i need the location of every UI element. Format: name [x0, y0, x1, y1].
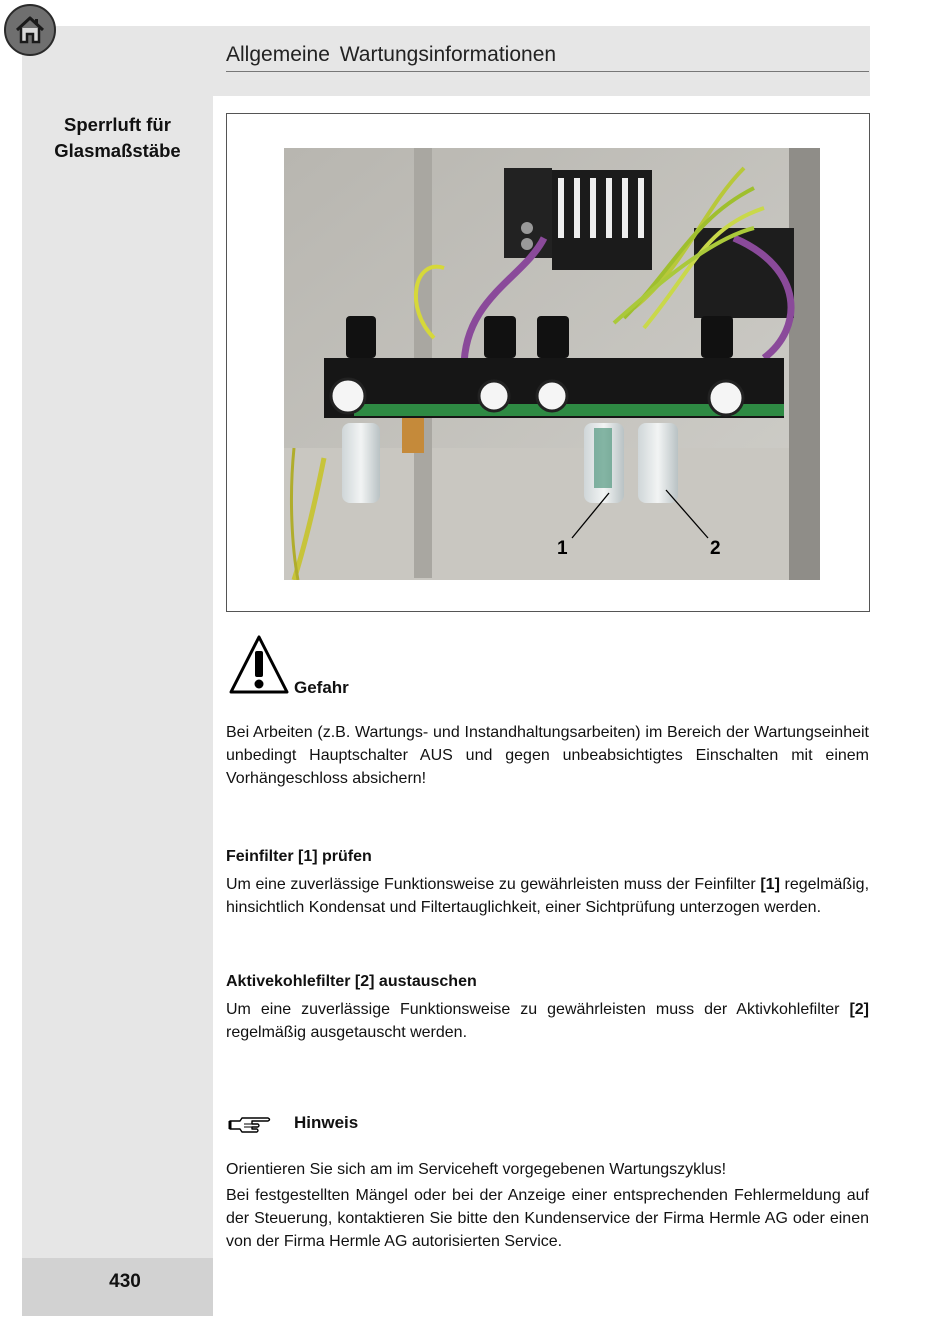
section-heading-fine-filter: Feinfilter [1] prüfen	[226, 848, 372, 865]
home-button[interactable]	[4, 4, 56, 56]
pointing-hand-icon	[228, 1114, 272, 1136]
callout-2: 2	[710, 538, 721, 559]
maintenance-unit-photo	[284, 148, 820, 580]
carbon-filter-text-start: Um eine zuverlässige Funktionsweise zu gewährleisten muss der Aktivkohlefilter	[226, 1001, 850, 1018]
carbon-filter-reference: [2]	[849, 1001, 869, 1018]
page-header-title: Allgemeine Wartungsinformationen	[226, 43, 557, 66]
note-heading: Hinweis	[294, 1113, 359, 1132]
section-title-line-1: Sperrluft für	[64, 114, 171, 135]
fine-filter-reference: [1]	[760, 876, 780, 893]
fine-filter-text-end: regelmäßig, hinsichtlich Kondensat und Filtertauglichkeit, einer Sichtprüfung unterzogen werden.	[226, 876, 870, 916]
note-text-line-1: Orientieren Sie sich am im Serviceheft vorgegebenen Wartungszyklus!	[226, 1161, 727, 1178]
section-heading-carbon-filter: Aktivekohlefilter [2] austauschen	[226, 973, 477, 990]
fine-filter-text-start: Um eine zuverlässige Funktionsweise zu gewährleisten muss der Feinfilter	[226, 876, 761, 893]
danger-heading: Gefahr	[294, 678, 349, 697]
section-text-carbon-filter	[226, 998, 869, 1044]
note-text-line-2: Bei festgestellten Mängel oder bei der Anzeige einer entsprechenden Fehlermeldung auf der Steuerung, kontaktieren Sie bitte den Kundenservice der Firma Hermle AG oder einen von der Firma Hermle AG autorisierten Service.	[226, 1187, 869, 1250]
home-icon	[14, 14, 46, 46]
page-number: 430	[109, 1271, 141, 1292]
callout-1: 1	[557, 538, 568, 559]
danger-text: Bei Arbeiten (z.B. Wartungs- und Instandhaltungsarbeiten) im Bereich der Wartungseinheit unbedingt Hauptschalter AUS und gegen unbeabsichtigtes Einschalten mit einem Vorhängeschloss absichern!	[226, 724, 869, 787]
section-title	[22, 112, 213, 164]
header-divider	[226, 71, 869, 72]
carbon-filter-text-end: regelmäßig ausgetauscht werden.	[226, 1024, 468, 1041]
warning-triangle-icon	[228, 634, 290, 696]
sidebar	[22, 26, 213, 1316]
section-text-fine-filter	[226, 873, 869, 919]
section-title-line-2: Glasmaßstäbe	[54, 140, 181, 161]
